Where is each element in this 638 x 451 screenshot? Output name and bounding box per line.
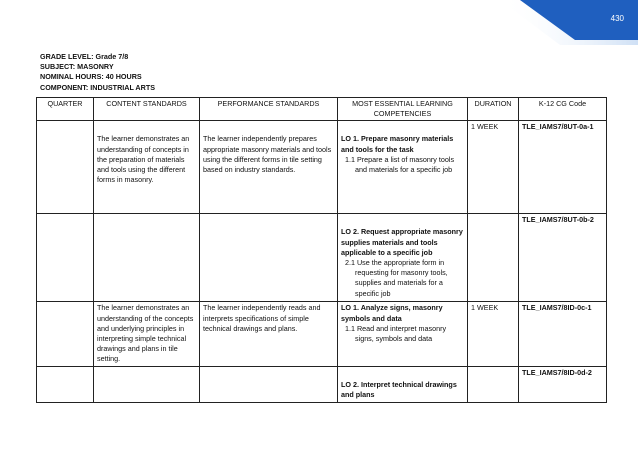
table-row (37, 302, 607, 366)
quarter-cell (37, 302, 94, 366)
document-header (40, 52, 155, 93)
quarter-cell (37, 366, 94, 402)
column-header: QUARTER (37, 98, 94, 121)
subject: SUBJECT: MASONRY (40, 62, 114, 72)
competency-cell: LO 1. Analyze signs, masonry symbols and data 1.1 Read and interpret masonry signs, symbols and data (338, 302, 468, 366)
column-header: K-12 CG Code (519, 98, 607, 121)
performance-standard-cell: The learner independently reads and interprets specifications of simple technical drawings and plans. (200, 302, 338, 366)
content-standard-cell: The learner demonstrates an understanding of the concepts and underlying principles in interpreting simple technical drawings and plans in tile setting. (94, 302, 200, 366)
content-standard-cell (94, 214, 200, 302)
column-header: DURATION (468, 98, 519, 121)
duration-cell: 1 WEEK (468, 302, 519, 366)
content-standard-cell: The learner demonstrates an understanding of concepts in the preparation of materials and tools using the different forms in masonry. (94, 121, 200, 214)
curriculum-table (36, 97, 607, 403)
table-row (37, 121, 607, 214)
cg-code-cell: TLE_IAMS7/8UT-0a-1 (519, 121, 607, 214)
competency-cell: LO 1. Prepare masonry materials and tools for the task 1.1 Prepare a list of masonry tools and materials for a specific job (338, 121, 468, 214)
duration-cell: 1 WEEK (468, 121, 519, 214)
performance-standard-cell (200, 214, 338, 302)
cg-code-cell: TLE_IAMS7/8UT-0b-2 (519, 214, 607, 302)
competency-cell: LO 2. Request appropriate masonry supplies materials and tools applicable to a specific job 2.1 Use the appropriate form in requesting for masonry tools, supplies and materials for a specific job (338, 214, 468, 302)
page-banner (0, 0, 638, 45)
column-header: CONTENT STANDARDS (94, 98, 200, 121)
quarter-cell (37, 121, 94, 214)
column-header: MOST ESSENTIAL LEARNING COMPETENCIES (338, 98, 468, 121)
cg-code-cell: TLE_IAMS7/8ID-0d-2 (519, 366, 607, 402)
column-header: PERFORMANCE STANDARDS (200, 98, 338, 121)
table-row (37, 366, 607, 402)
table-header-row (37, 98, 607, 121)
component: COMPONENT: INDUSTRIAL ARTS (40, 82, 155, 92)
content-standard-cell (94, 366, 200, 402)
grade-level: GRADE LEVEL: Grade 7/8 (40, 52, 129, 61)
nominal-hours: NOMINAL HOURS: 40 HOURS (40, 72, 142, 82)
page-number: 430 (610, 14, 624, 23)
table-row (37, 214, 607, 302)
performance-standard-cell: The learner independently prepares appropriate masonry materials and tools using the different forms in tile setting based on industry standards. (200, 121, 338, 214)
competency-cell: LO 2. Interpret technical drawings and plans (338, 366, 468, 402)
duration-cell (468, 366, 519, 402)
performance-standard-cell (200, 366, 338, 402)
quarter-cell (37, 214, 94, 302)
duration-cell (468, 214, 519, 302)
cg-code-cell: TLE_IAMS7/8ID-0c-1 (519, 302, 607, 366)
